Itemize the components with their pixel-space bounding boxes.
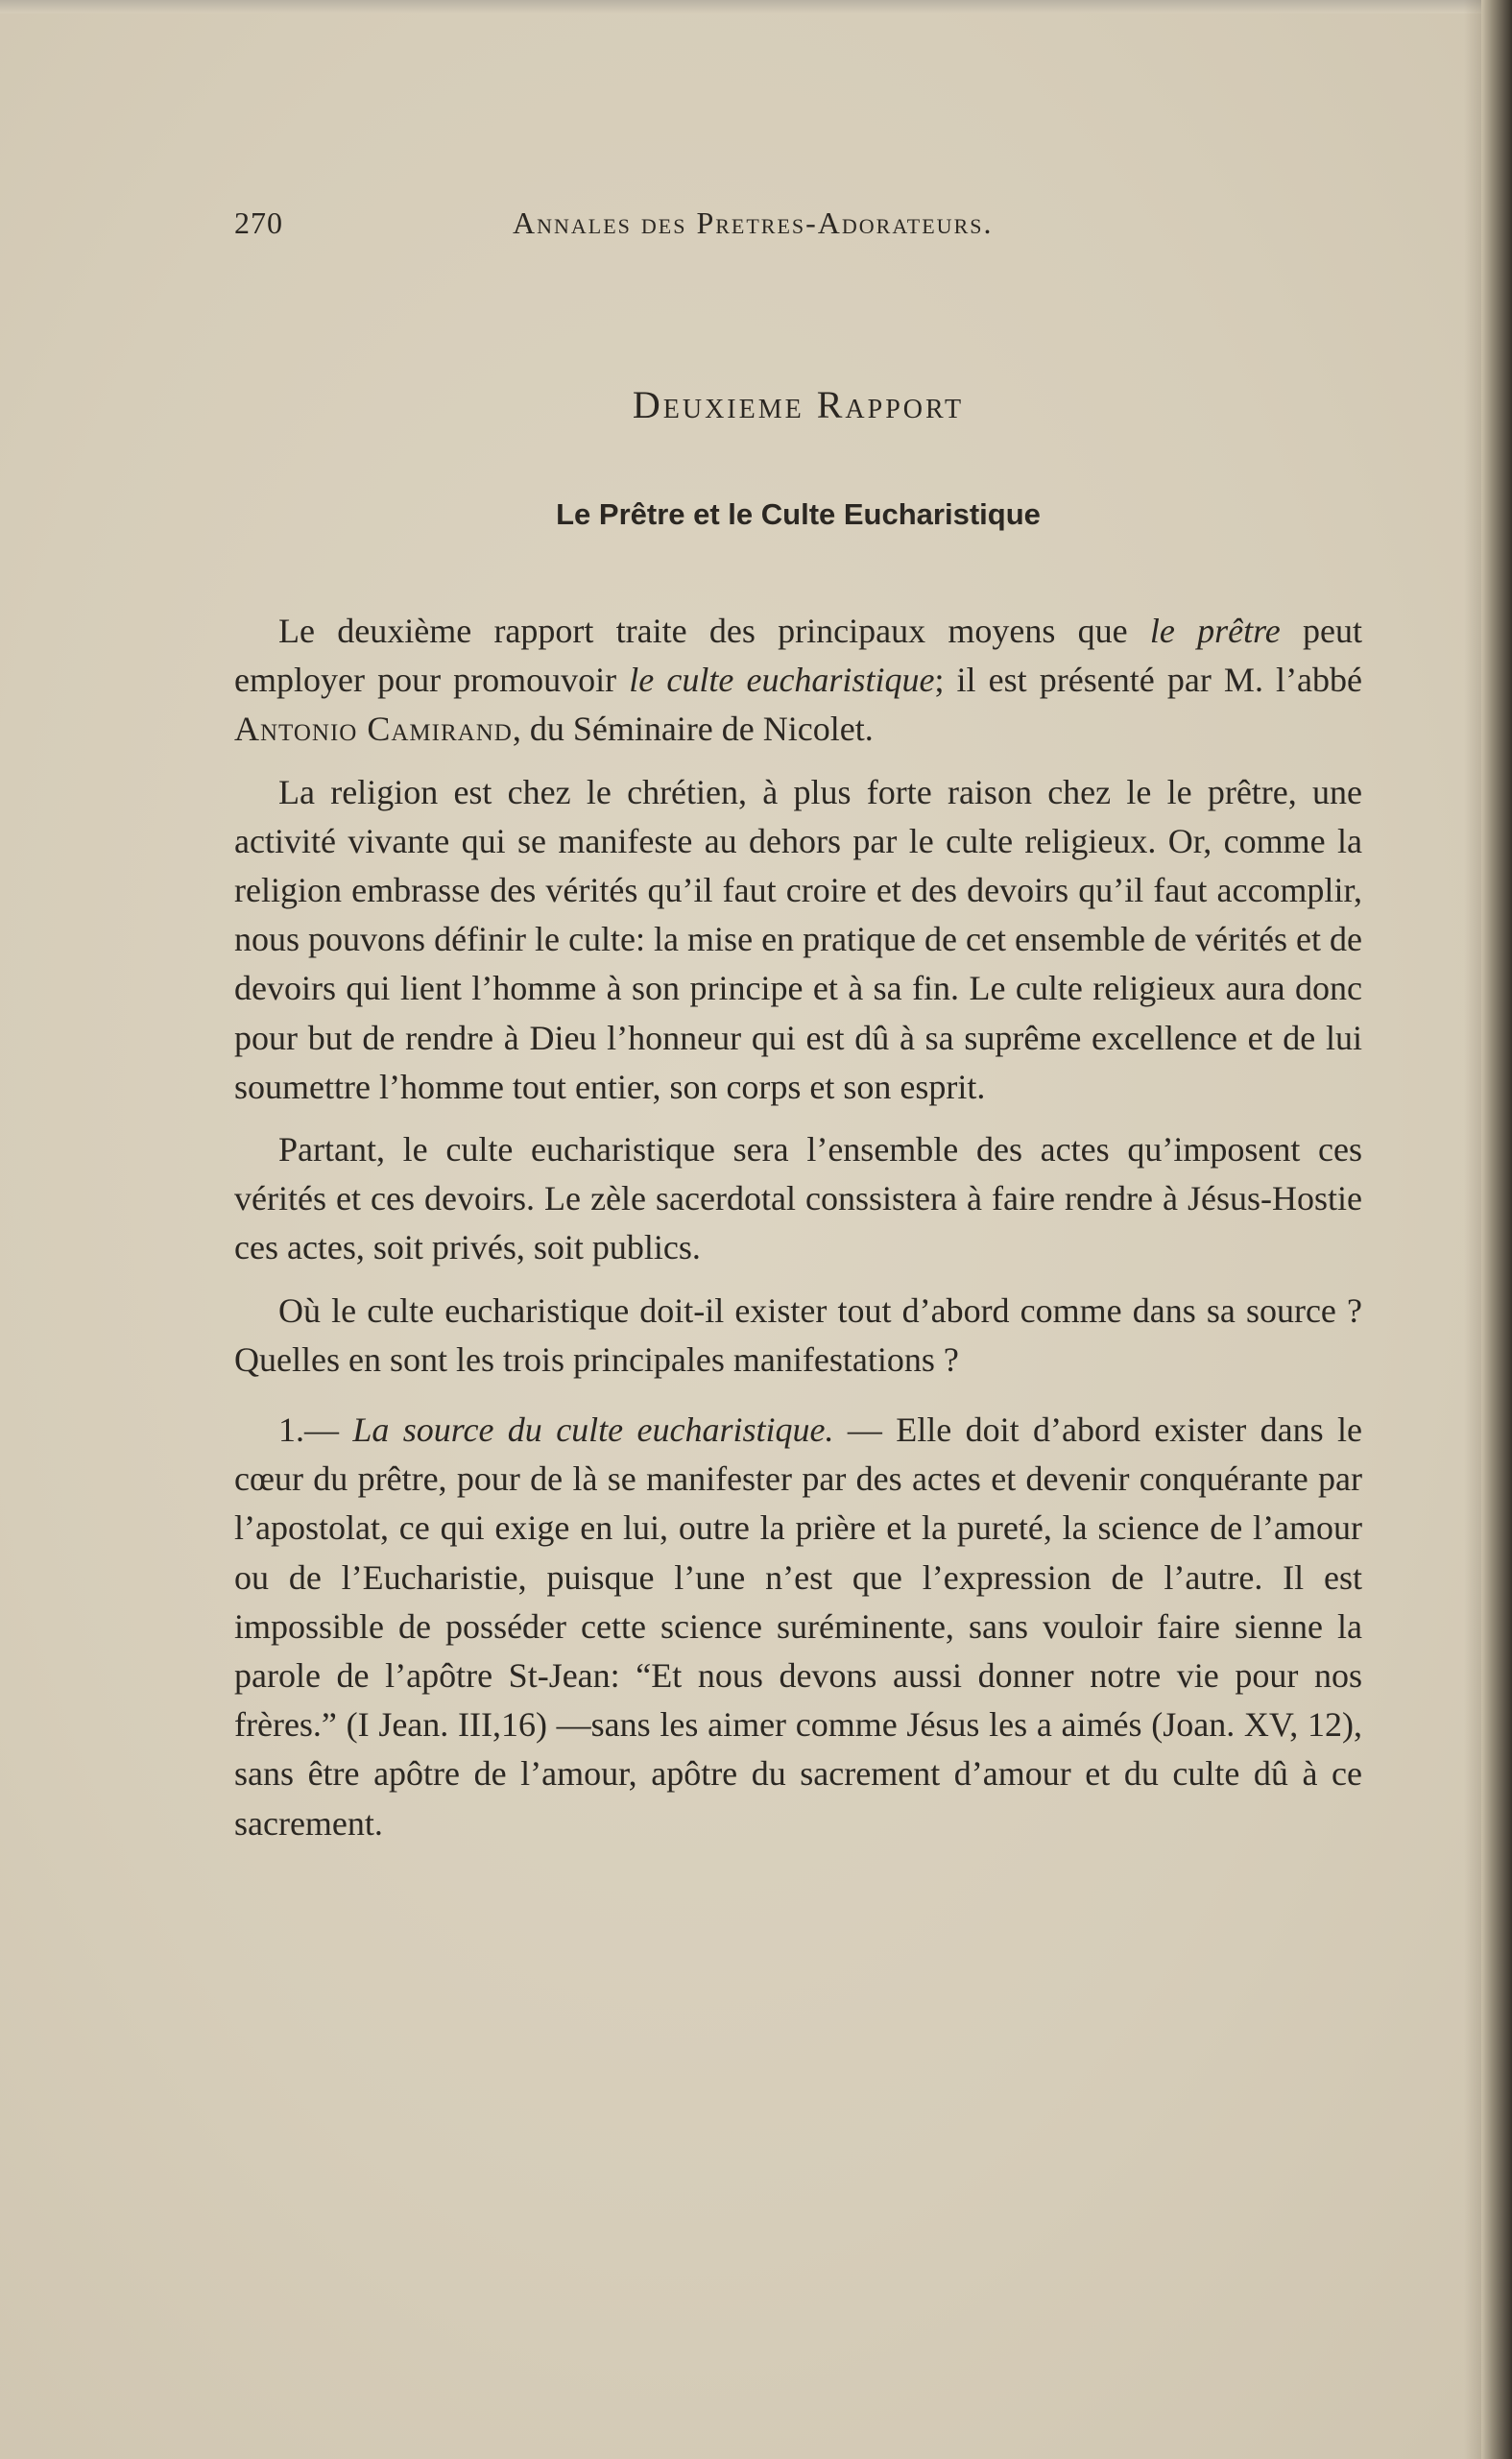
section-subtitle: Le Prêtre et le Culte Eucharistique [556, 497, 1041, 531]
paragraph-3: Partant, le culte eucharistique sera l’ensemble des actes qu’imposent ces vérités et ces devoirs. Le zèle sacerdotal conssistera à faire rendre à Jésus-Hostie ces actes, soit privés, soit publics. [234, 1130, 1362, 1267]
paragraph-2: La religion est chez le chrétien, à plus forte raison chez le le prêtre, une activité vivante qui se manifeste au dehors par le culte religieux. Or, comme la religion embrasse des vérités qu’il faut croire et des devoirs qu’il faut accomplir, nous pouvons définir le culte: la mise en pratique de cet ensemble de vérités et de devoirs qui lient l’homme à son principe et à sa fin. Le culte religieux aura donc pour but de rendre à Dieu l’honneur qui est dû à sa suprême excellence et de lui soumettre l’homme tout entier, son corps et son esprit. [234, 772, 1362, 1106]
running-head-title: Annales des Pretres-Adorateurs. [513, 205, 994, 240]
paragraph-5-number: 1.— [278, 1410, 353, 1450]
page-right-edge [1481, 0, 1512, 2459]
paragraph-1-italic-a: le prêtre [1149, 612, 1281, 650]
paragraph-1 [234, 607, 1362, 755]
body-text [234, 607, 1362, 1862]
page-top-edge [0, 0, 1512, 13]
paragraph-1-text-a: Le deuxième rapport traite des principaux moyens que [278, 612, 1150, 650]
page-spine-shadow [1464, 0, 1481, 2459]
paragraph-5-heading: La source du culte eucharistique. [352, 1410, 834, 1450]
paragraph-1-italic-b: le culte eucharistique [629, 661, 935, 700]
author-name: Antonio Camirand [234, 710, 513, 749]
paragraph-1-text-d: , du Séminaire de Nicolet. [512, 710, 874, 749]
paragraph-1-text-b: peut employer pour promouvoir [234, 612, 1362, 700]
paragraph-5 [234, 1406, 1362, 1848]
paragraph-4: Où le culte eucharistique doit-il exister tout d’abord comme dans sa source ? Quelles en sont les trois principales manifestations ? [234, 1290, 1362, 1379]
page-number: 270 [234, 205, 283, 240]
paragraph-1-text-c: ; il est présenté par M. l’abbé [934, 661, 1363, 700]
paragraph-5-text: — Elle doit d’abord exister dans le cœur du prêtre, pour de là se manifester par des actes et devenir conquérante par l’apostolat, ce qui exige en lui, outre la prière et la pureté, la science de l’amour ou de l’Eucharistie, puisque l’une n’est que l’expression de l’autre. Il est impossible de posséder cette science suréminente, sans vouloir faire sienne la parole de l’apôtre St-Jean: “Et nous devons aussi donner notre vie pour nos frères.” (I Jean. III,16) —sans les aimer comme Jésus les a aimés (Joan. XV, 12), sans être apôtre de l’amour, apôtre du sacrement d’amour et du culte dû à ce sacrement. [234, 1410, 1363, 1843]
section-title: Deuxieme Rapport [632, 383, 965, 426]
